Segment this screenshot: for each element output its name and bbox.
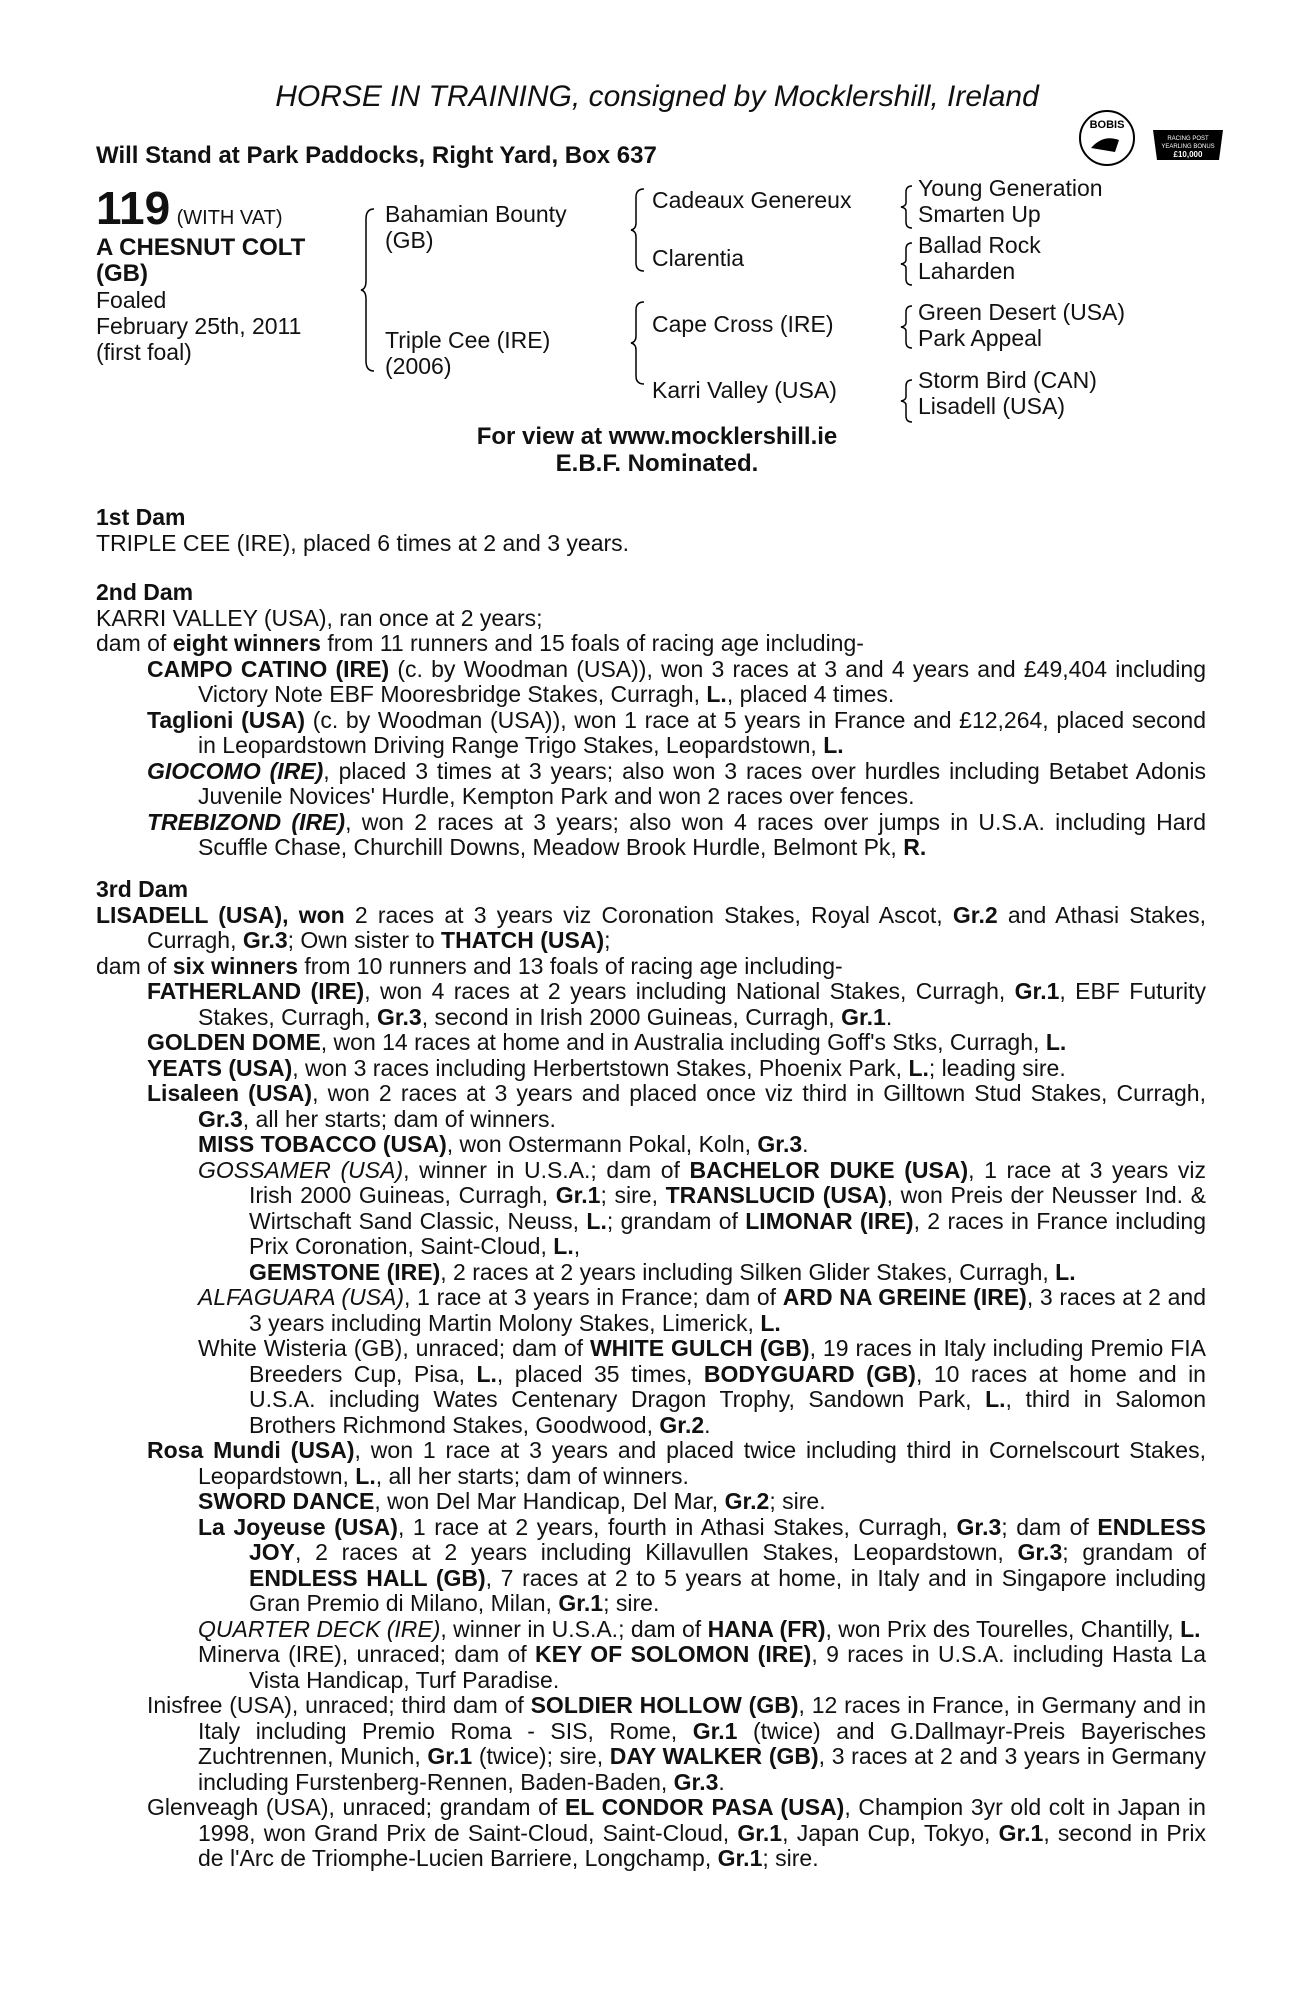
sire-sire: Cadeaux Genereux bbox=[652, 187, 852, 213]
second-dam-produce: dam of eight winners from 11 runners and 15 foals of racing age including- bbox=[96, 630, 864, 656]
produce-rosa-mundi: Rosa Mundi (USA), won 1 race at 3 years and placed twice including third in Cornelscourt Stakes, Leopardstown, L., all her starts; dam of winners. bbox=[147, 1437, 1206, 1489]
sire-dam: Clarentia bbox=[652, 245, 745, 271]
dam-name: Triple Cee (IRE) bbox=[385, 327, 551, 353]
produce-lisaleen: Lisaleen (USA), won 2 races at 3 years and placed once viz third in Gilltown Stud Stakes, Curragh, Gr.3, all her starts; dam of winners. bbox=[147, 1080, 1206, 1132]
foaled-label: Foaled bbox=[96, 287, 167, 314]
sire-country: (GB) bbox=[385, 226, 434, 253]
ss-dam: Smarten Up bbox=[918, 200, 1041, 227]
second-dam-heading: 2nd Dam bbox=[96, 579, 194, 605]
produce-gossamer: GOSSAMER (USA), winner in U.S.A.; dam of BACHELOR DUKE (USA), 1 race at 3 years viz Irish 2000 Guineas, Curragh, Gr.1; sire, TRANSLUCID (USA), won Preis der Neusser Ind. & Wirtschaft Sand Classic, Neuss, L.; grandam of LIMONAR (IRE), 2 races in France including Prix Coronation, Saint-Cloud, L., bbox=[198, 1156, 1207, 1259]
sd-parents bbox=[918, 233, 1041, 285]
ss-sire: Young Generation bbox=[918, 175, 1103, 201]
produce-inisfree: Inisfree (USA), unraced; third dam of SOLDIER HOLLOW (GB), 12 races in France, in Germany and in Italy including Premio Roma - SIS, Rome, Gr.1 (twice) and G.Dallmayr-Preis Bayerisches Zuchtrennen, Munich, Gr.1 (twice); sire, DAY WALKER (GB), 3 races at 2 and 3 years in Germany including Furstenberg-Rennen, Baden-Baden, Gr.3. bbox=[147, 1692, 1207, 1795]
stand-location: Will Stand at Park Paddocks, Right Yard, Box 637 bbox=[96, 142, 657, 169]
produce-golden-dome: GOLDEN DOME, won 14 races at home and in Australia including Goff's Stks, Curragh, L. bbox=[147, 1029, 1067, 1055]
bracket-main bbox=[360, 205, 380, 375]
produce-campo-catino: CAMPO CATINO (IRE) (c. by Woodman (USA)), won 3 races at 3 and 4 years and £49,404 including Victory Note EBF Mooresbridge Stakes, Curragh, L., placed 4 times. bbox=[147, 655, 1206, 707]
second-dam-section bbox=[96, 580, 1206, 861]
produce-giocomo: GIOCOMO (IRE), placed 3 times at 3 years; also won 3 races over hurdles including Betabet Adonis Juvenile Novices' Hurdle, Kempton Park and won 2 races over fences. bbox=[147, 757, 1206, 809]
dd-sire: Storm Bird (CAN) bbox=[918, 367, 1097, 393]
ds-dam: Park Appeal bbox=[918, 324, 1043, 351]
bonus-text-2: YEARLING BONUS bbox=[1161, 144, 1215, 150]
first-dam-heading: 1st Dam bbox=[96, 504, 186, 530]
dam bbox=[385, 328, 550, 380]
produce-fatherland: FATHERLAND (IRE), won 4 races at 2 years including National Stakes, Curragh, Gr.1, EBF Futurity Stakes, Curragh, Gr.3, second in Irish 2000 Guineas, Curragh, Gr.1. bbox=[147, 978, 1206, 1030]
ds-parents bbox=[918, 300, 1125, 352]
sire-name: Bahamian Bounty bbox=[385, 201, 567, 227]
third-dam-line: LISADELL (USA), won 2 races at 3 years viz Coronation Stakes, Royal Ascot, Gr.2 and Athasi Stakes, Curragh, Gr.3; Own sister to THATCH (USA); bbox=[96, 901, 1207, 953]
bonus-text-3: £10,000 bbox=[1173, 150, 1203, 159]
lot-country: (GB) bbox=[96, 260, 148, 288]
foaled-date: February 25th, 2011 bbox=[96, 313, 302, 340]
produce-trebizond: TREBIZOND (IRE), won 2 races at 3 years; also won 4 races over jumps in U.S.A. including Hard Scuffle Chase, Churchill Downs, Meadow Brook Hurdle, Belmont Pk, R. bbox=[147, 808, 1207, 860]
bracket-ss bbox=[900, 183, 916, 231]
view-link[interactable]: For view at www.mocklershill.ie bbox=[476, 423, 838, 450]
bracket-sd bbox=[900, 240, 916, 288]
lot-number: 119 bbox=[96, 182, 171, 234]
produce-sword-dance: SWORD DANCE, won Del Mar Handicap, Del Mar, Gr.2; sire. bbox=[198, 1488, 826, 1514]
produce-la-joyeuse: La Joyeuse (USA), 1 race at 2 years, fourth in Athasi Stakes, Curragh, Gr.3; dam of ENDLESS JOY, 2 races at 2 years including Killavullen Stakes, Leopardstown, Gr.3; grandam of ENDLESS HALL (GB), 7 races at 2 to 5 years at home, in Italy and in Singapore including Gran Premio di Milano, Milan, Gr.1; sire. bbox=[198, 1513, 1206, 1616]
produce-yeats: YEATS (USA), won 3 races including Herbertstown Stakes, Phoenix Park, L.; leading sire. bbox=[147, 1054, 1066, 1081]
dd-dam: Lisadell (USA) bbox=[918, 392, 1065, 419]
produce-gemstone: GEMSTONE (IRE), 2 races at 2 years including Silken Glider Stakes, Curragh, L. bbox=[249, 1258, 1076, 1285]
page-title: HORSE IN TRAINING, consigned by Mocklershill, Ireland bbox=[275, 80, 1039, 113]
bracket-ds bbox=[900, 303, 916, 351]
first-dam-text: TRIPLE CEE (IRE), placed 6 times at 2 and 3 years. bbox=[96, 529, 630, 556]
third-dam-section bbox=[96, 877, 1206, 1872]
sd-sire: Ballad Rock bbox=[918, 232, 1041, 258]
sd-dam: Laharden bbox=[918, 257, 1016, 284]
bonus-text-1: RACING POST bbox=[1167, 136, 1209, 142]
produce-minerva: Minerva (IRE), unraced; dam of KEY OF SOLOMON (IRE), 9 races in U.S.A. including Hasta La Vista Handicap, Turf Paradise. bbox=[198, 1641, 1206, 1693]
dam-sire: Cape Cross (IRE) bbox=[652, 311, 834, 337]
bracket-dd bbox=[900, 377, 916, 425]
produce-quarter-deck: QUARTER DECK (IRE), winner in U.S.A.; dam of HANA (FR), won Prix des Tourelles, Chantilly, L. bbox=[198, 1615, 1201, 1642]
dam-dam: Karri Valley (USA) bbox=[652, 377, 837, 403]
produce-glenveagh: Glenveagh (USA), unraced; grandam of EL CONDOR PASA (USA), Champion 3yr old colt in Japan in 1998, won Grand Prix de Saint-Cloud, Saint-Cloud, Gr.1, Japan Cup, Tokyo, Gr.1, second in Prix de l'Arc de Triomphe-Lucien Barriere, Longchamp, Gr.1; sire. bbox=[147, 1794, 1206, 1871]
third-dam-produce: dam of six winners from 10 runners and 13 foals of racing age including- bbox=[96, 952, 843, 979]
bobis-logo bbox=[1075, 100, 1225, 170]
dd-parents bbox=[918, 368, 1097, 420]
third-dam-heading: 3rd Dam bbox=[96, 876, 189, 902]
bobis-text: BOBIS bbox=[1089, 119, 1125, 131]
logos bbox=[1075, 100, 1225, 176]
ebf-note: E.B.F. Nominated. bbox=[555, 450, 759, 477]
ds-sire: Green Desert (USA) bbox=[918, 299, 1126, 325]
bracket-dam bbox=[630, 298, 650, 388]
lot-info bbox=[96, 183, 305, 366]
bracket-sire bbox=[630, 185, 650, 275]
second-dam-line: KARRI VALLEY (USA), ran once at 2 years; bbox=[96, 604, 543, 631]
first-dam-section bbox=[96, 505, 1206, 556]
lot-description: A CHESNUT COLT bbox=[96, 233, 306, 261]
ss-parents bbox=[918, 176, 1103, 228]
produce-white-wisteria: White Wisteria (GB), unraced; dam of WHITE GULCH (GB), 19 races in Italy including Premio FIA Breeders Cup, Pisa, L., placed 35 times, BODYGUARD (GB), 10 races at home and in U.S.A. including Wates Centenary Dragon Trophy, Sandown Park, L., third in Salomon Brothers Richmond Stakes, Goodwood, Gr.2. bbox=[198, 1335, 1206, 1438]
produce-alfaguara: ALFAGUARA (USA), 1 race at 3 years in France; dam of ARD NA GREINE (IRE), 3 races at 2 and 3 years including Martin Molony Stakes, Limerick, L. bbox=[198, 1284, 1206, 1336]
dam-year: (2006) bbox=[385, 352, 452, 379]
produce-taglioni: Taglioni (USA) (c. by Woodman (USA)), won 1 race at 5 years in France and £12,264, placed second in Leopardstown Driving Range Trigo Stakes, Leopardstown, L. bbox=[147, 706, 1206, 758]
foal-note: (first foal) bbox=[96, 338, 192, 365]
lot-vat: (WITH VAT) bbox=[176, 207, 283, 229]
produce-miss-tobacco: MISS TOBACCO (USA), won Ostermann Pokal, Koln, Gr.3. bbox=[198, 1131, 809, 1157]
sire bbox=[385, 202, 567, 254]
